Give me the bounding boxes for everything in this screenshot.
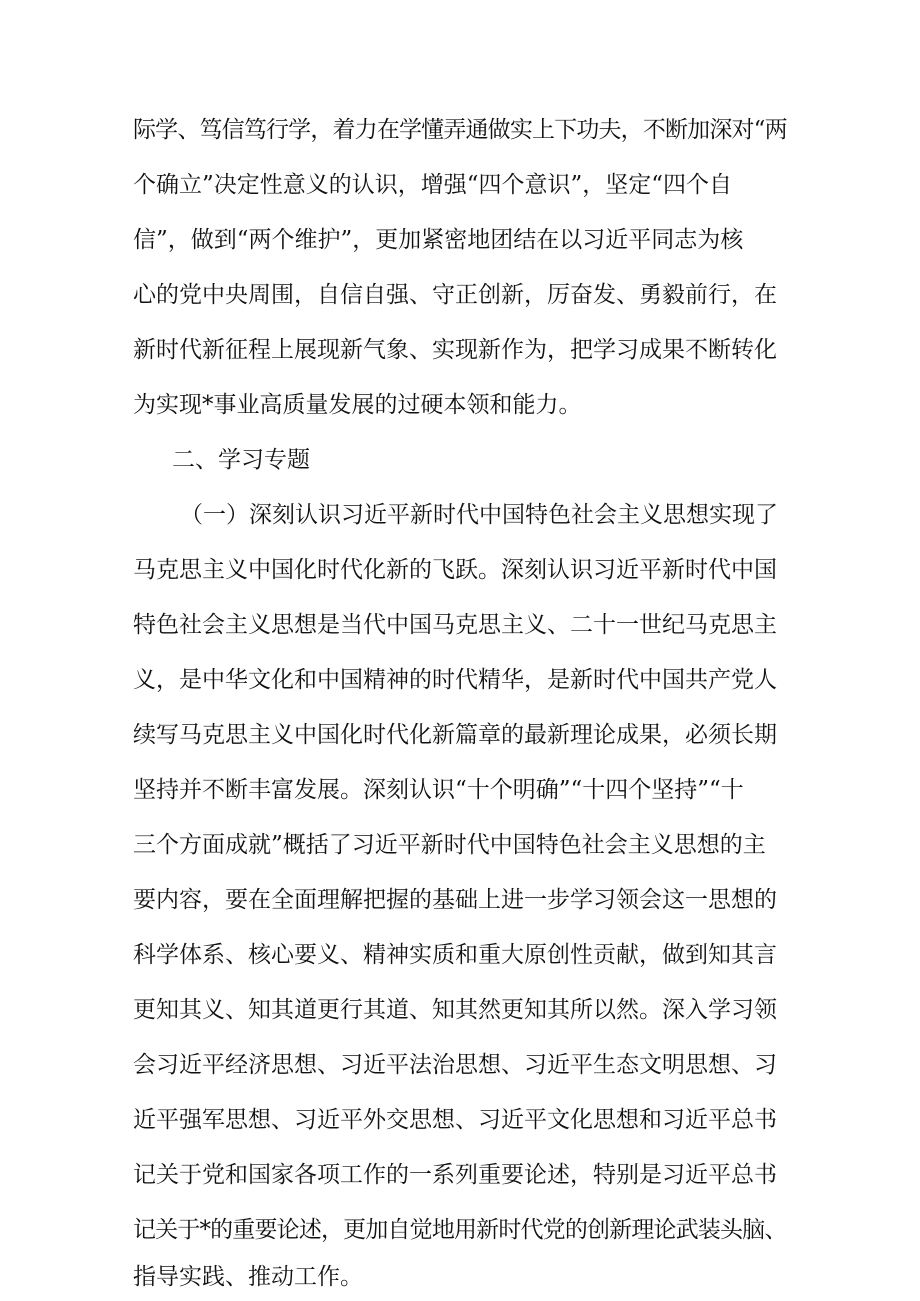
text-line: 更知其义、知其道更行其道、知其然更知其所以然。深入学习领 xyxy=(133,997,777,1023)
text-line: 要内容，要在全面理解把握的基础上进一步学习领会这一思想的 xyxy=(133,887,777,913)
text-line: 马克思主义中国化时代化新的飞跃。深刻认识习近平新时代中国 xyxy=(133,557,777,583)
text-line: 续写马克思主义中国化时代化新篇章的最新理论成果，必须长期 xyxy=(133,722,777,748)
text-line: 特色社会主义思想是当代中国马克思主义、二十一世纪马克思主 xyxy=(133,612,777,638)
text-line: 三个方面成就”概括了习近平新时代中国特色社会主义思想的主 xyxy=(133,832,766,858)
text-line: 坚持并不断丰富发展。深刻认识“十个明确”“十四个坚持”“十 xyxy=(133,777,744,803)
text-line: 义，是中华文化和中国精神的时代精华，是新时代中国共产党人 xyxy=(133,667,777,693)
text-line: 指导实践、推动工作。 xyxy=(133,1264,363,1290)
text-line: 心的党中央周围，自信自强、守正创新，厉奋发、勇毅前行，在 xyxy=(133,282,777,308)
text-line: 记关于*的重要论述，更加自觉地用新时代党的创新理论武装头脑、 xyxy=(133,1217,787,1243)
text-line: 会习近平经济思想、习近平法治思想、习近平生态文明思想、习 xyxy=(133,1052,777,1078)
text-line: 记关于党和国家各项工作的一系列重要论述，特别是习近平总书 xyxy=(133,1162,777,1188)
text-line: （一）深刻认识习近平新时代中国特色社会主义思想实现了 xyxy=(180,502,778,528)
text-line: 新时代新征程上展现新气象、实现新作为，把学习成果不断转化 xyxy=(133,337,777,363)
text-line: 科学体系、核心要义、精神实质和重大原创性贡献，做到知其言 xyxy=(133,942,777,968)
section-heading: 二、学习专题 xyxy=(172,447,310,473)
text-line: 信”，做到“两个维护”，更加紧密地团结在以习近平同志为核 xyxy=(133,227,744,253)
text-line: 近平强军思想、习近平外交思想、习近平文化思想和习近平总书 xyxy=(133,1107,777,1133)
text-line: 为实现*事业高质量发展的过硬本领和能力。 xyxy=(133,392,582,418)
text-line: 际学、笃信笃行学，着力在学懂弄通做实上下功夫，不断加深对“两 xyxy=(133,117,787,143)
text-line: 个确立”决定性意义的认识，增强“四个意识”，坚定“四个自 xyxy=(133,172,733,198)
